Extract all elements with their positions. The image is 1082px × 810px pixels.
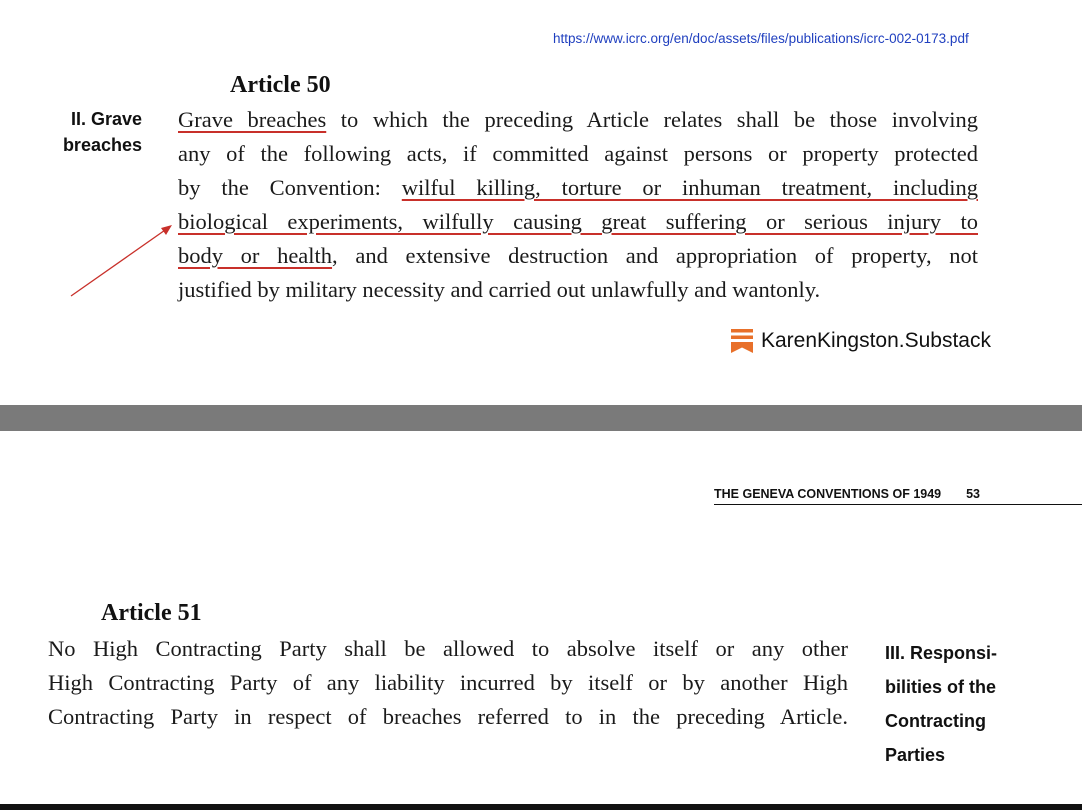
underlined-phrase: Grave breaches	[178, 107, 327, 132]
text-segment: to which the preceding Article relates shall be those involving	[326, 107, 978, 132]
underlined-phrase: wilful killing, torture or inhuman treatment, including	[401, 175, 978, 200]
bottom-rule	[0, 804, 1082, 810]
text-line	[178, 137, 978, 171]
running-head-title: THE GENEVA CONVENTIONS OF 1949	[714, 487, 942, 501]
article-51-body	[48, 632, 848, 734]
running-head	[714, 487, 1082, 505]
text-line	[178, 239, 978, 273]
text-segment: by the Convention:	[178, 175, 402, 200]
source-url: https://www.icrc.org/en/doc/assets/files/publications/icrc-002-0173.pdf	[553, 31, 969, 46]
text-line: No High Contracting Party shall be allowed to absolve itself or any other	[48, 636, 848, 661]
margin-label-line: Parties	[885, 745, 946, 765]
text-line	[178, 103, 978, 137]
text-segment: justified by military necessity and carried out unlawfully and wantonly.	[178, 277, 821, 302]
underlined-phrase: biological experiments, wilfully causing great suffering or serious injury to	[178, 209, 978, 234]
text-segment: any of the following acts, if committed against persons or property protected	[178, 141, 978, 166]
section-divider	[0, 405, 1082, 431]
underlined-phrase: body or health	[178, 243, 333, 268]
margin-label-line: Contracting	[885, 711, 986, 731]
text-line	[178, 171, 978, 205]
substack-brand	[731, 329, 991, 353]
article-51-title: Article 51	[101, 600, 202, 626]
article-50-title: Article 50	[230, 72, 331, 98]
article-50-margin-label	[52, 106, 142, 158]
text-segment: , and extensive destruction and appropriation of property, not	[332, 243, 978, 268]
margin-label-line: III. Responsi-	[885, 643, 998, 663]
margin-label-line: II. Grave	[70, 109, 142, 129]
page-number: 53	[966, 487, 981, 501]
article-50-body	[178, 103, 978, 307]
substack-logo-icon	[731, 329, 753, 353]
article-51-margin-label	[885, 636, 997, 772]
text-line: Contracting Party in respect of breaches referred to in the preceding Article.	[48, 704, 848, 729]
substack-brand-label: KarenKingston.Substack	[761, 329, 991, 352]
annotation-arrow-icon	[60, 215, 180, 305]
text-line: High Contracting Party of any liability incurred by itself or by another High	[48, 670, 848, 695]
text-line	[178, 205, 978, 239]
margin-label-line: breaches	[62, 135, 142, 155]
text-line	[178, 273, 978, 307]
margin-label-line: bilities of the	[885, 677, 997, 697]
